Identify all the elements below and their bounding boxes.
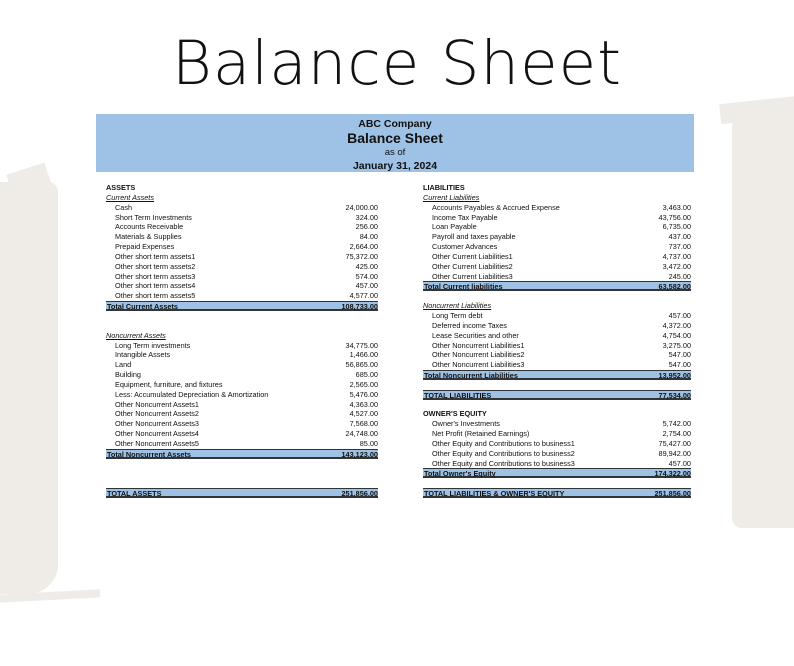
line-item-value: 3,275.00 [662,340,691,350]
line-item-label: Other Noncurrent Assets3 [115,419,199,429]
total-noncurrent-assets-row: Total Noncurrent Assets 143,123.00 [107,449,378,459]
total-equity-row: Total Owner's Equity 174,322.00 [424,469,691,479]
sheet-title: Balance Sheet [347,130,443,146]
line-item-label: Other short term assets3 [115,271,196,281]
line-item-row [423,350,691,360]
line-item-value: 324.00 [355,212,378,222]
line-item-row [423,419,691,429]
current-assets-label: Current Assets [106,192,154,202]
line-item-value: 84.00 [359,232,378,242]
line-item-row [106,439,378,449]
total-noncurrent-liabilities-row: Total Noncurrent Liabilities 13,952.00 [424,371,691,381]
noncurrent-liabilities-label: Noncurrent Liabilities [423,301,492,311]
line-item-row [423,459,691,469]
line-item-value: 574.00 [355,271,378,281]
line-item-row [106,380,378,390]
sheet-header [96,114,694,172]
line-item-value: 3,463.00 [662,202,691,212]
line-item-label: Other short term assets2 [115,261,196,271]
assets-heading: ASSETS [106,183,136,192]
line-item-label: Customer Advances [432,242,498,252]
line-item-label: Other Equity and Contributions to business3 [432,458,575,468]
liabilities-heading: LIABILITIES [423,183,465,192]
noncurrent-assets-label: Noncurrent Assets [106,330,166,340]
line-item-row [106,370,378,380]
total-current-assets-row: Total Current Assets 108,733.00 [107,302,378,312]
company-name: ABC Company [358,118,432,130]
line-item-row [423,439,691,449]
line-item-value: 7,568.00 [349,419,378,429]
line-item-value: 6,735.00 [662,222,691,232]
line-item-label: Land [115,360,132,370]
line-item-label: Other short term assets1 [115,251,196,261]
background-shape-right [732,108,794,528]
line-item-value: 89,942.00 [658,448,691,458]
line-item-label: Cash [115,202,133,212]
line-item-label: Materials & Supplies [115,232,182,242]
assets-column [106,183,378,498]
current-liabilities-label: Current Liabilities [423,192,480,202]
line-item-label: Other Current Liabilities2 [432,261,513,271]
line-item-value: 85.00 [359,438,378,448]
line-item-value: 4,363.00 [349,399,378,409]
line-item-row [423,321,691,331]
line-item-row [423,232,691,242]
total-liabilities-equity-row: TOTAL LIABILITIES & OWNER'S EQUITY 251,856.00 [424,489,691,499]
line-item-label: Equipment, furniture, and fixtures [115,379,223,389]
total-liabilities-row: TOTAL LIABILITIES 77,534.00 [424,390,691,400]
line-item-label: Other Noncurrent Assets1 [115,399,199,409]
line-item-value: 457.00 [355,281,378,291]
line-item-label: Building [115,370,141,380]
line-item-row [423,222,691,232]
line-item-row [106,222,378,232]
line-item-row [106,360,378,370]
line-item-label: Other short term assets5 [115,291,196,301]
line-item-row [423,242,691,252]
line-item-value: 75,427.00 [658,438,691,448]
line-item-label: Other short term assets4 [115,281,196,291]
line-item-label: Other Noncurrent Assets4 [115,429,199,439]
line-item-value: 4,372.00 [662,320,691,330]
line-item-row [106,419,378,429]
current-assets-list [106,203,378,301]
line-item-row [106,232,378,242]
line-item-value: 547.00 [668,360,691,370]
noncurrent-assets-list [106,341,378,449]
line-item-value: 4,737.00 [662,251,691,261]
line-item-label: Other Equity and Contributions to business2 [432,448,575,458]
line-item-value: 2,754.00 [662,429,691,439]
line-item-row [423,252,691,262]
line-item-row [423,203,691,213]
line-item-row [106,429,378,439]
as-of-label: as of [384,147,406,158]
line-item-label: Deferred income Taxes [432,320,507,330]
line-item-label: Payroll and taxes payable [432,232,516,242]
line-item-row [423,429,691,439]
line-item-label: Short Term Investments [115,212,192,222]
line-item-row [423,449,691,459]
line-item-row [106,252,378,262]
line-item-row [106,350,378,360]
line-item-value: 2,664.00 [349,242,378,252]
line-item-value: 43,756.00 [658,212,691,222]
line-item-row [423,262,691,272]
line-item-row [106,203,378,213]
noncurrent-liabilities-list [423,311,691,370]
line-item-label: Net Profit (Retained Earnings) [432,429,530,439]
line-item-value: 457.00 [668,310,691,320]
background-shape-left [0,182,58,594]
line-item-label: Other Noncurrent Assets2 [115,409,199,419]
line-item-row [106,281,378,291]
line-item-value: 256.00 [355,222,378,232]
current-liabilities-list [423,203,691,282]
line-item-value: 685.00 [355,370,378,380]
line-item-value: 34,775.00 [345,340,378,350]
line-item-value: 56,865.00 [345,360,378,370]
total-current-liabilities-row: Total Current liabilities 63,582.00 [424,282,691,292]
line-item-row [106,409,378,419]
line-item-value: 737.00 [668,242,691,252]
line-item-label: Less: Accumulated Depreciation & Amortization [115,389,269,399]
line-item-row [423,213,691,223]
line-item-value: 1,466.00 [349,350,378,360]
line-item-label: Accounts Payables & Accrued Expense [432,202,560,212]
line-item-row [423,360,691,370]
line-item-value: 5,742.00 [662,419,691,429]
line-item-label: Other Current Liabilities1 [432,251,513,261]
line-item-label: Long Term investments [115,340,191,350]
line-item-label: Owner's Investments [432,419,500,429]
line-item-value: 457.00 [668,458,691,468]
page-title: Balance Sheet [171,28,623,99]
line-item-row [106,291,378,301]
line-item-label: Other Noncurrent Assets5 [115,438,199,448]
line-item-label: Other Equity and Contributions to business1 [432,438,575,448]
line-item-row [106,242,378,252]
sheet-date: January 31, 2024 [352,160,438,172]
line-item-label: Long Term debt [432,310,483,320]
line-item-label: Accounts Receivable [115,222,184,232]
line-item-value: 75,372.00 [345,251,378,261]
line-item-row [106,390,378,400]
line-item-row [106,262,378,272]
line-item-value: 4,754.00 [662,330,691,340]
line-item-label: Other Noncurrent Liabilities1 [432,340,525,350]
line-item-value: 437.00 [668,232,691,242]
line-item-value: 24,000.00 [345,202,378,212]
balance-sheet-document [96,114,694,516]
line-item-label: Lease Securities and other [432,330,519,340]
line-item-row [423,272,691,282]
line-item-label: Prepaid Expenses [115,242,175,252]
line-item-value: 547.00 [668,350,691,360]
line-item-label: Loan Payable [432,222,477,232]
line-item-value: 4,527.00 [349,409,378,419]
line-item-label: Other Noncurrent Liabilities2 [432,350,525,360]
line-item-label: Income Tax Payable [432,212,498,222]
line-item-row [423,341,691,351]
line-item-row [106,400,378,410]
line-item-value: 425.00 [355,261,378,271]
line-item-label: Intangible Assets [115,350,171,360]
line-item-row [106,213,378,223]
line-item-value: 3,472.00 [662,261,691,271]
line-item-label: Other Current Liabilities3 [432,271,513,281]
equity-list [423,419,691,468]
line-item-value: 2,565.00 [349,379,378,389]
line-item-row [423,311,691,321]
line-item-row [106,272,378,282]
line-item-row [423,331,691,341]
line-item-label: Other Noncurrent Liabilities3 [432,360,525,370]
line-item-row [106,341,378,351]
line-item-value: 4,577.00 [349,291,378,301]
line-item-value: 245.00 [668,271,691,281]
equity-heading: OWNER'S EQUITY [423,409,487,419]
line-item-value: 24,748.00 [345,429,378,439]
total-assets-row: TOTAL ASSETS 251,856.00 [107,489,378,499]
liabilities-equity-column [423,183,691,498]
line-item-value: 5,476.00 [349,389,378,399]
